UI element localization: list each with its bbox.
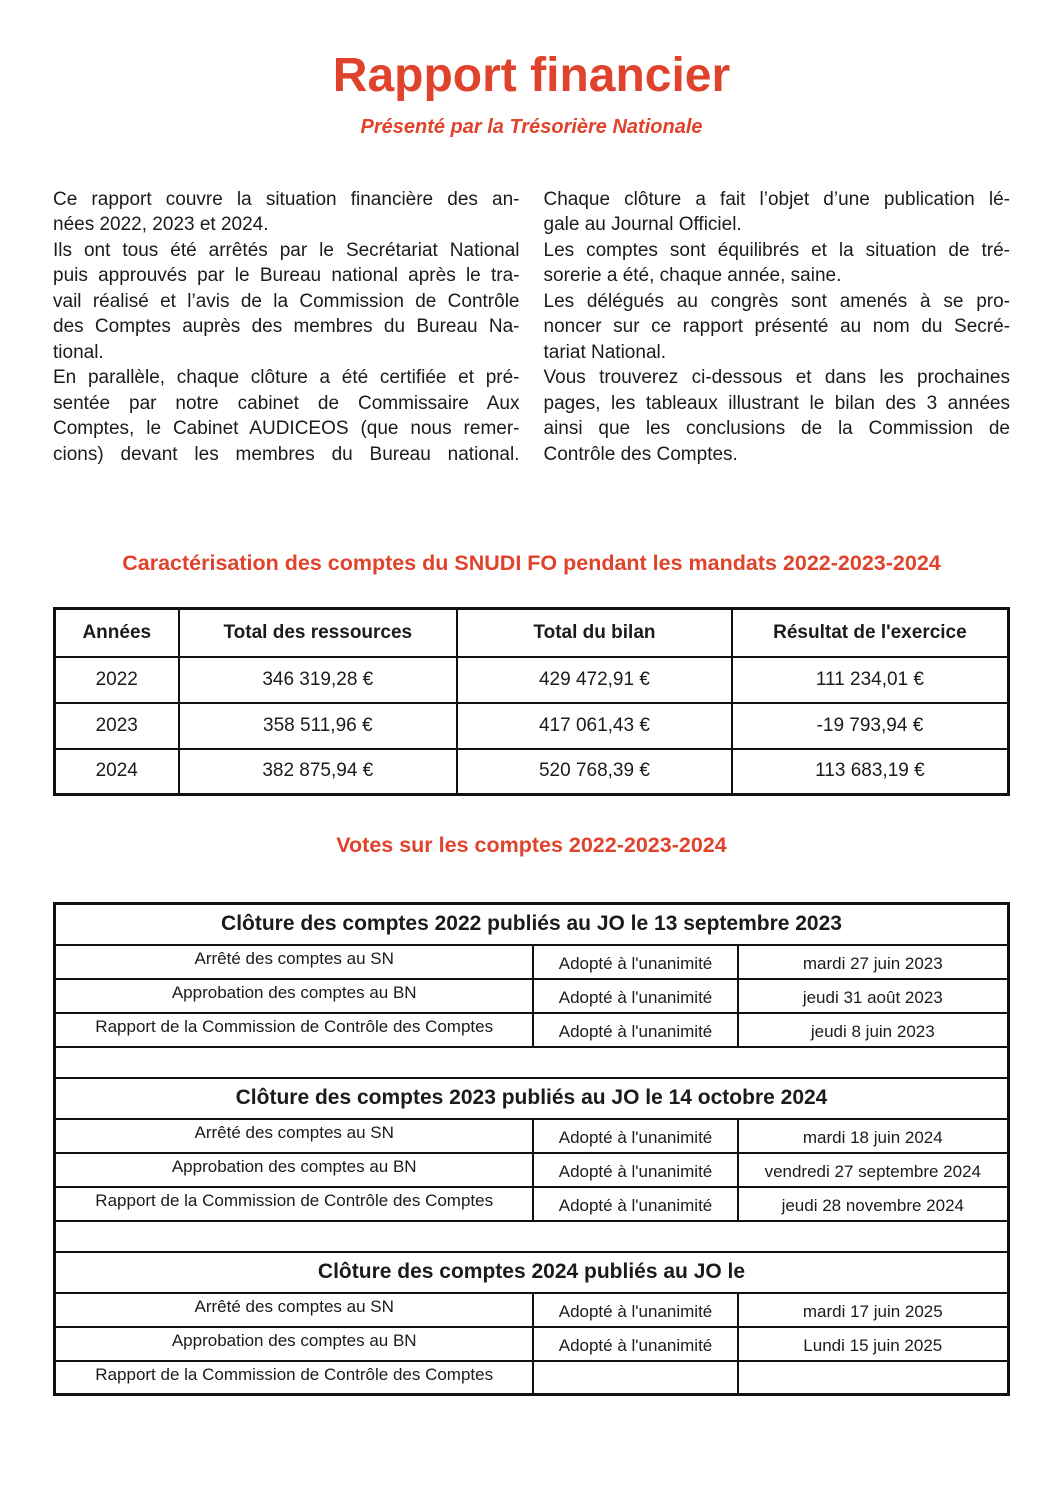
votes-table-body <box>55 904 1009 1395</box>
text-line: En parallèle, chaque clôture a été certifiée et pré- <box>53 367 520 389</box>
votes-label-cell: Approbation des comptes au BN <box>55 979 534 1013</box>
table-cell: 111 234,01 € <box>732 657 1009 703</box>
text-line: nées 2022, 2023 et 2024. <box>53 214 269 236</box>
table-cell: 346 319,28 € <box>179 657 458 703</box>
table-row <box>55 749 1009 795</box>
votes-spacer-row <box>55 1047 1009 1078</box>
table-cell: -19 793,94 € <box>732 703 1009 749</box>
table-header-cell: Total du bilan <box>457 609 732 657</box>
table-cell: 2024 <box>55 749 179 795</box>
table-cell: 358 511,96 € <box>179 703 458 749</box>
text-line: Les délégués au congrès sont amenés à se pro- <box>543 290 1010 312</box>
votes-row <box>55 1013 1009 1047</box>
text-line: Ils ont tous été arrêtés par le Secrétariat National <box>53 239 520 261</box>
table-cell: 2022 <box>55 657 179 703</box>
votes-label-cell: Arrêté des comptes au SN <box>55 1119 534 1153</box>
votes-row <box>55 1187 1009 1221</box>
votes-label-cell: Approbation des comptes au BN <box>55 1153 534 1187</box>
text-line: tariat National. <box>543 341 667 363</box>
votes-section-title-row <box>55 1252 1009 1293</box>
votes-label-cell: Arrêté des comptes au SN <box>55 1293 534 1327</box>
text-line: tional. <box>53 341 104 363</box>
table-cell: 520 768,39 € <box>457 749 732 795</box>
characterisation-heading: Caractérisation des comptes du SNUDI FO pendant les mandats 2022-2023-2024 <box>122 551 941 576</box>
votes-section-title: Clôture des comptes 2022 publiés au JO le 13 septembre 2023 <box>55 904 1009 945</box>
text-line: noncer sur ce rapport présenté au nom du Secré- <box>543 316 1010 338</box>
votes-label-cell: Approbation des comptes au BN <box>55 1327 534 1361</box>
table-row <box>55 703 1009 749</box>
votes-section-title: Clôture des comptes 2024 publiés au JO le <box>55 1252 1009 1293</box>
document-title: Rapport financier <box>332 49 731 102</box>
votes-vote-cell: Adopté à l'unanimité <box>533 979 737 1013</box>
votes-section-title-row <box>55 1078 1009 1119</box>
table-cell: 382 875,94 € <box>179 749 458 795</box>
votes-vote-cell: Adopté à l'unanimité <box>533 1327 737 1361</box>
votes-spacer-cell <box>55 1047 1009 1078</box>
characterisation-table <box>53 607 1010 796</box>
votes-vote-cell: Adopté à l'unanimité <box>533 1153 737 1187</box>
votes-spacer-cell <box>55 1221 1009 1252</box>
text-line: Contrôle des Comptes. <box>543 443 738 465</box>
table-cell: 417 061,43 € <box>457 703 732 749</box>
table-header-cell: Années <box>55 609 179 657</box>
text-line: sentée par notre cabinet de Commissaire Aux <box>53 392 520 414</box>
text-line: des Comptes auprès des membres du Bureau Na- <box>53 316 520 338</box>
votes-date-cell: jeudi 28 novembre 2024 <box>738 1187 1009 1221</box>
table-row <box>55 657 1009 703</box>
text-line: vail réalisé et l’avis de la Commission de Contrôle <box>53 290 520 312</box>
votes-vote-cell: Adopté à l'unanimité <box>533 1119 737 1153</box>
votes-row <box>55 1119 1009 1153</box>
table-header-cell: Résultat de l'exercice <box>732 609 1009 657</box>
intro-section <box>53 187 1010 468</box>
votes-row <box>55 979 1009 1013</box>
votes-date-cell <box>738 1361 1009 1395</box>
text-line: pages, les tableaux illustrant le bilan des 3 années <box>543 392 1010 414</box>
intro-right-column <box>544 187 1011 468</box>
characterisation-table-body <box>55 657 1009 795</box>
votes-section-title-row <box>55 904 1009 945</box>
text-line: puis approuvés par le Bureau national après le tra- <box>53 265 520 287</box>
table-cell: 113 683,19 € <box>732 749 1009 795</box>
votes-vote-cell: Adopté à l'unanimité <box>533 945 737 979</box>
votes-label-cell: Rapport de la Commission de Contrôle des Comptes <box>55 1187 534 1221</box>
votes-date-cell: mardi 18 juin 2024 <box>738 1119 1009 1153</box>
table-header-cell: Total des ressources <box>179 609 458 657</box>
votes-label-cell: Arrêté des comptes au SN <box>55 945 534 979</box>
characterisation-table-head <box>55 609 1009 657</box>
votes-row <box>55 1153 1009 1187</box>
votes-heading: Votes sur les comptes 2022-2023-2024 <box>336 833 727 858</box>
votes-date-cell: jeudi 31 août 2023 <box>738 979 1009 1013</box>
text-line: Comptes, le Cabinet AUDICEOS (que nous remer- <box>53 418 520 440</box>
text-line: gale au Journal Officiel. <box>543 214 742 236</box>
votes-vote-cell: Adopté à l'unanimité <box>533 1293 737 1327</box>
text-line: sorerie a été, chaque année, saine. <box>543 265 842 287</box>
text-line: Vous trouverez ci-dessous et dans les prochaines <box>543 367 1010 389</box>
votes-label-cell: Rapport de la Commission de Contrôle des Comptes <box>55 1013 534 1047</box>
votes-vote-cell: Adopté à l'unanimité <box>533 1013 737 1047</box>
votes-date-cell: mardi 17 juin 2025 <box>738 1293 1009 1327</box>
table-header-row <box>55 609 1009 657</box>
document-subtitle: Présenté par la Trésorière Nationale <box>360 115 703 138</box>
votes-table <box>53 902 1010 1396</box>
votes-vote-cell <box>533 1361 737 1395</box>
votes-spacer-row <box>55 1221 1009 1252</box>
votes-row <box>55 1361 1009 1395</box>
intro-left-column <box>53 187 520 468</box>
votes-label-cell: Rapport de la Commission de Contrôle des Comptes <box>55 1361 534 1395</box>
votes-row <box>55 1293 1009 1327</box>
text-line: ainsi que les conclusions de la Commission de <box>543 418 1010 440</box>
text-line: Ce rapport couvre la situation financière des an- <box>53 188 520 210</box>
votes-date-cell: vendredi 27 septembre 2024 <box>738 1153 1009 1187</box>
votes-date-cell: jeudi 8 juin 2023 <box>738 1013 1009 1047</box>
votes-row <box>55 1327 1009 1361</box>
votes-vote-cell: Adopté à l'unanimité <box>533 1187 737 1221</box>
table-cell: 2023 <box>55 703 179 749</box>
text-line: Les comptes sont équilibrés et la situation de tré- <box>543 239 1010 261</box>
votes-row <box>55 945 1009 979</box>
table-cell: 429 472,91 € <box>457 657 732 703</box>
votes-date-cell: mardi 27 juin 2023 <box>738 945 1009 979</box>
text-line: Chaque clôture a fait l’objet d’une publication lé- <box>543 188 1010 210</box>
votes-date-cell: Lundi 15 juin 2025 <box>738 1327 1009 1361</box>
votes-section-title: Clôture des comptes 2023 publiés au JO le 14 octobre 2024 <box>55 1078 1009 1119</box>
text-line: cions) devant les membres du Bureau national. <box>53 443 520 465</box>
